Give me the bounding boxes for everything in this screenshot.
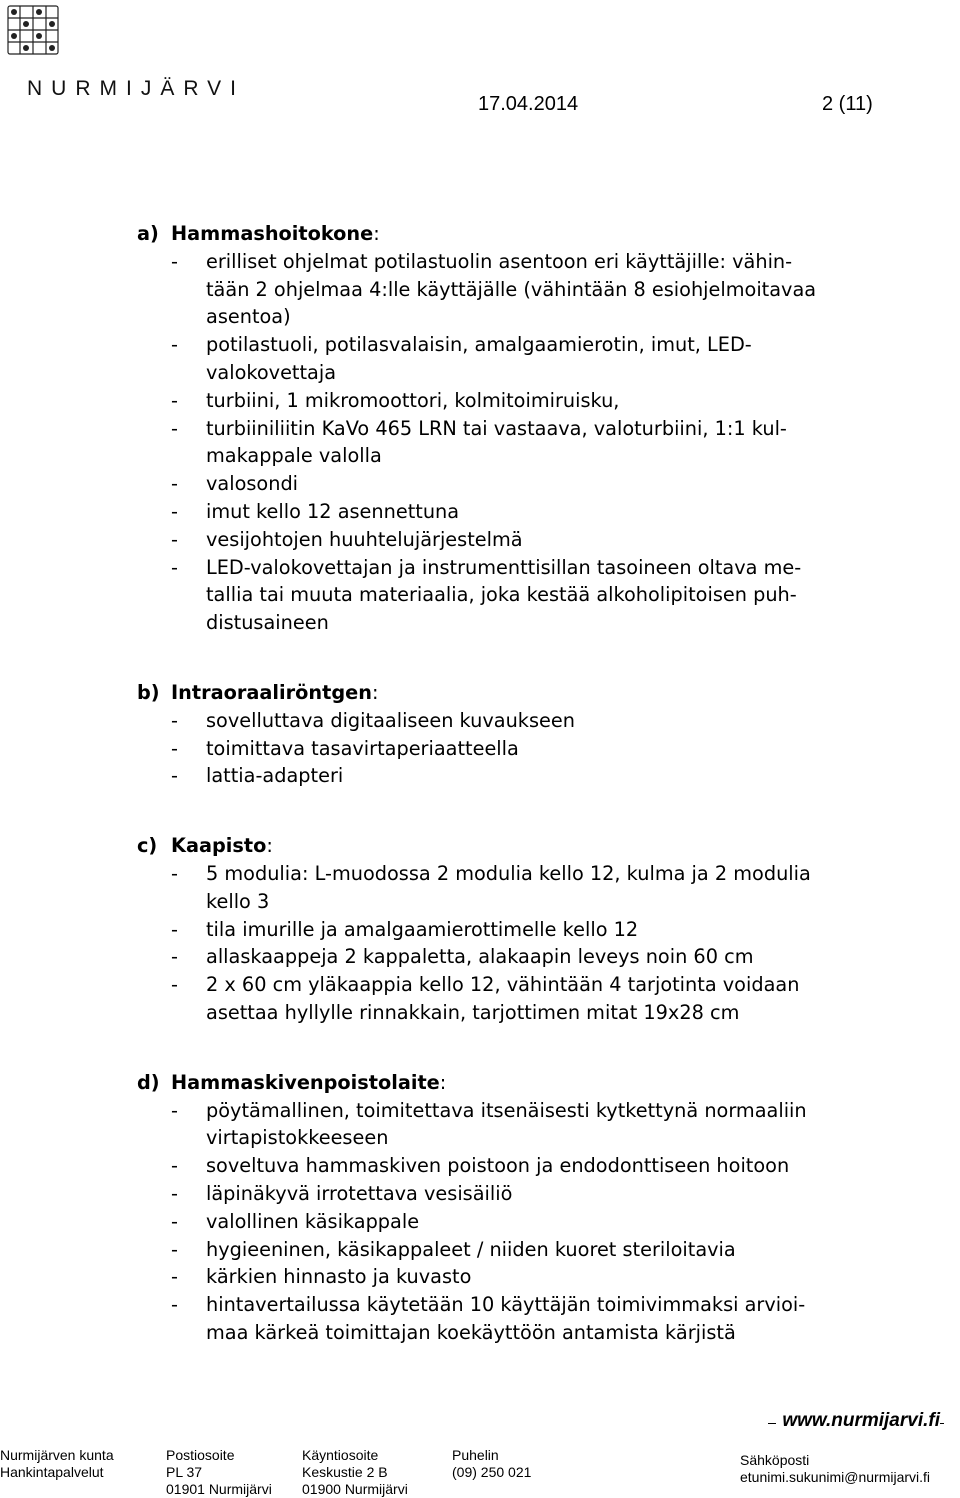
list-item-text: turbiini, 1 mikromoottori, kolmitoimiruisku, — [206, 388, 620, 412]
list-item — [137, 526, 917, 554]
list-item-text: valosondi — [206, 472, 299, 496]
list-item — [137, 387, 917, 415]
footer-phone-label: Puhelin — [452, 1447, 499, 1463]
list-item-text: lattia-adapteri — [206, 764, 344, 788]
list-item-text: erilliset ohjelmat potilastuolin asentoon eri käyttäjille: vähin- tään 2 ohjelmaa 4:lle käyttäjälle (vähintään 8 esiohjelmoitavaa asentoa) — [206, 249, 817, 329]
list-dash: - — [171, 1293, 178, 1317]
requirement-list — [137, 707, 917, 790]
list-item — [137, 707, 917, 735]
list-dash: - — [171, 917, 178, 941]
list-dash: - — [171, 861, 178, 885]
list-item-text: turbiiniliitin KaVo 465 LRN tai vastaava, valoturbiini, 1:1 kul- makappale valolla — [206, 416, 787, 468]
list-item — [137, 1208, 917, 1236]
page-number: 2 (11) — [822, 93, 873, 115]
coat-of-arms-logo — [4, 2, 62, 58]
list-dash: - — [171, 527, 178, 551]
section-b — [137, 679, 917, 790]
list-item — [137, 860, 917, 916]
section-title-colon: : — [373, 222, 380, 245]
list-item — [137, 1263, 917, 1291]
list-dash: - — [171, 499, 178, 523]
list-dash: - — [171, 333, 178, 357]
section-heading — [137, 1069, 917, 1097]
list-item — [137, 916, 917, 944]
list-item — [137, 762, 917, 790]
section-a — [137, 220, 917, 637]
list-dash: - — [171, 249, 178, 273]
list-dash: - — [171, 1098, 178, 1122]
footer-postal-code: 01901 Nurmijärvi — [166, 1481, 272, 1497]
section-letter: b) — [137, 680, 160, 704]
requirement-list — [137, 248, 917, 637]
list-item — [137, 735, 917, 763]
list-item — [137, 1152, 917, 1180]
section-title: Kaapisto — [171, 834, 267, 858]
footer-org-unit: Hankintapalvelut — [0, 1464, 104, 1480]
section-letter: d) — [137, 1070, 160, 1094]
section-letter: a) — [137, 222, 159, 245]
list-item-text: potilastuoli, potilasvalaisin, amalgaamierotin, imut, LED- valokovettaja — [206, 333, 752, 384]
section-heading — [137, 220, 917, 248]
footer-postal-label: Postiosoite — [166, 1447, 235, 1463]
section-heading — [137, 679, 917, 707]
section-title: Hammaskivenpoistolaite — [171, 1070, 440, 1094]
footer-visit-label: Käyntiosoite — [302, 1447, 379, 1463]
list-item-text: allaskaappeja 2 kappaletta, alakaapin leveys noin 60 cm — [206, 945, 754, 969]
footer-website — [768, 1410, 944, 1435]
list-item-text: toimittava tasavirtaperiaatteella — [206, 736, 519, 760]
list-item — [137, 943, 917, 971]
list-item-text: vesijohtojen huuhtelujärjestelmä — [206, 527, 523, 551]
list-item — [137, 470, 917, 498]
section-d — [137, 1069, 917, 1347]
list-item — [137, 1291, 917, 1347]
list-item — [137, 248, 917, 331]
list-dash: - — [171, 945, 178, 969]
list-item-text: sovelluttava digitaaliseen kuvaukseen — [206, 708, 575, 732]
footer-org — [0, 1447, 114, 1481]
list-item — [137, 498, 917, 526]
list-item-text: imut kello 12 asennettuna — [206, 499, 460, 523]
footer-visit-street: Keskustie 2 B — [302, 1464, 388, 1480]
list-item — [137, 415, 917, 471]
list-dash: - — [171, 973, 178, 997]
section-letter: c) — [137, 834, 158, 858]
section-title-colon: : — [371, 680, 379, 704]
footer-email-address[interactable]: etunimi.sukunimi@nurmijarvi.fi — [740, 1469, 931, 1485]
list-dash: - — [171, 764, 178, 788]
list-item-text: pöytämallinen, toimitettava itsenäisesti kytkettynä normaaliin virtapistokkeeseen — [206, 1098, 807, 1150]
footer-email — [740, 1452, 930, 1486]
document-body — [137, 220, 917, 1347]
requirement-list — [137, 860, 917, 1027]
list-item-text: soveltuva hammaskiven poistoon ja endodonttiseen hoitoon — [206, 1154, 790, 1178]
list-dash: - — [171, 708, 178, 732]
page-footer — [0, 1447, 960, 1497]
list-item — [137, 971, 917, 1027]
footer-visit — [302, 1447, 408, 1498]
list-item-text: 5 modulia: L-muodossa 2 modulia kello 12, kulma ja 2 modulia kello 3 — [206, 861, 811, 913]
list-item — [137, 1236, 917, 1264]
list-dash: - — [171, 1237, 178, 1261]
list-dash: - — [171, 555, 178, 579]
section-heading — [137, 832, 917, 860]
list-item — [137, 331, 917, 387]
list-dash: - — [171, 736, 178, 760]
list-item-text: 2 x 60 cm yläkaappia kello 12, vähintään 4 tarjotinta voidaan asettaa hyllylle rinnakkain, tarjottimen mitat 19x28 cm — [206, 973, 800, 1024]
section-title-colon: : — [439, 1070, 447, 1094]
municipality-logo-text: NURMIJÄRVI — [27, 77, 245, 100]
list-item-text: tila imurille ja amalgaamierottimelle kello 12 — [206, 917, 639, 941]
document-date: 17.04.2014 — [478, 93, 579, 115]
footer-phone — [452, 1447, 531, 1481]
list-dash: - — [171, 1265, 178, 1289]
section-c — [137, 832, 917, 1027]
list-dash: - — [171, 472, 178, 496]
footer-phone-number: (09) 250 021 — [452, 1464, 532, 1480]
footer-visit-code: 01900 Nurmijärvi — [302, 1481, 408, 1497]
list-item — [137, 1097, 917, 1153]
section-title: Hammashoitokone — [171, 222, 374, 245]
list-item-text: hygieeninen, käsikappaleet / niiden kuoret steriloitavia — [206, 1237, 736, 1261]
section-title: Intraoraaliröntgen — [171, 680, 372, 704]
section-title-colon: : — [266, 834, 273, 858]
list-item-text: kärkien hinnasto ja kuvasto — [206, 1265, 472, 1289]
list-item — [137, 554, 917, 637]
list-dash: - — [171, 416, 178, 440]
list-item-text: valollinen käsikappale — [206, 1209, 420, 1233]
list-item-text: läpinäkyvä irrotettava vesisäiliö — [206, 1181, 513, 1205]
footer-org-name: Nurmijärven kunta — [0, 1447, 114, 1463]
list-item-text: hintavertailussa käytetään 10 käyttäjän toimivimmaksi arvioi- maa kärkeä toimittajan koekäyttöön antamista kärjistä — [206, 1293, 806, 1344]
website-url[interactable]: www.nurmijarvi.fi — [776, 1410, 940, 1432]
list-dash: - — [171, 1154, 178, 1178]
footer-postal-box: PL 37 — [166, 1464, 203, 1480]
list-dash: - — [171, 388, 178, 412]
list-dash: - — [171, 1181, 178, 1205]
requirement-list — [137, 1097, 917, 1347]
list-item — [137, 1180, 917, 1208]
footer-postal — [166, 1447, 272, 1498]
list-dash: - — [171, 1209, 178, 1233]
list-item-text: LED-valokovettajan ja instrumenttisillan tasoineen oltava me- tallia tai muuta materiaalia, joka kestää alkoholipitoisen puh- distusaineen — [206, 555, 802, 635]
footer-email-label: Sähköposti — [740, 1452, 810, 1468]
